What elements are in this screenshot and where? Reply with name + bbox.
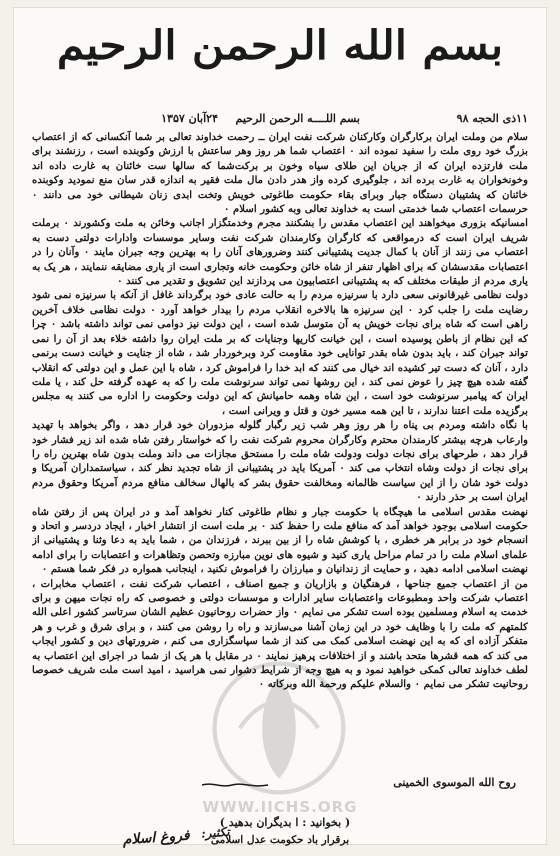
watermark-url: WWW.IICHS.ORG	[202, 798, 358, 816]
body-paragraph: با نگاه داشته ومردم بی پناه را هر روز وهر شب زیر رگبار گلوله مزدوران خود قرار دهد ، واگر بخواهد با تهدید وارعاب هرچه بیشتر کارمندان محترم وکارگران محروم شرکت نفت را که خواستار رفتن شاه شده اند زیر فشار خود قرار دهد ، طرحهای برای نجات دولت ودولت شاه ملت را مستحق مجازات می داند وملت بدون شاه بهترین راه را برای نجات از دولت وشاه انتخاب می کند ۰ آمریکا باید در پشتیبانی از شاه تجدید نظر کند ، سیاستمداران آمریکا و دولت خود شان را از این سیاست ظالمانه ومخالفت حقوق بشر که بالهال سخالف منافع مردم آمریکا وحقوق مردم ایران است بر حذر دارند ۰	[32, 419, 528, 504]
signature-block	[50, 776, 516, 792]
footer-quote	[44, 816, 526, 832]
credit-name: فروغ اسلام	[122, 827, 191, 849]
body-paragraph: سلام من وملت ایران برکارگران وکارکنان شرکت نفت ایران ــ رحمت خداوند تعالی بر شما آنکسانی که از اعتصاب بزرگ خود روی ملت را سفید نموده اند ۰ اعتصاب شما هر روز وهر ساعتش با ارزش وکوبنده است ، رزنشند برای ملت فارتزده ایران که از جریان این طلای سیاه وخون بر برکت‌شما که سالها ست خائنان به غارت داده اند وخونخواران به غارت برده اند ، جلوگیری کرده واز هدر دادن مال ملت فقیر به اندازه قدر سان منع نمودید وکوبنده خائنان که پشتیبان دستگاه جبار وبرای بقاء حکومت طاغوتی خویش وتخت ابدی زنان شیطانی خود می دانند ۰ حرسمات اعتصاب شما خدمتی است به خداوند تعالی وبه کشور اسلام ۰	[32, 131, 528, 216]
credit-label: تکثیر:	[200, 824, 230, 841]
footer-quote-text: ( بخوانید : ا بدیگران بدهید )	[219, 816, 351, 829]
basmala-heading: بسم الله الرحمن الرحیم	[56, 22, 504, 69]
hijri-date: ۱۱ذی الحجه ۹۸	[456, 112, 528, 125]
document-header	[32, 112, 528, 128]
body-paragraph: من از اعتصاب جمیع جناحها ، فرهنگیان و بازاریان و جمیع اصناف ، اعتصاب شرکت نفت ، اعتصاب مخابرات ، اعتصاب شرکت واحد ومطبوعات واعتصابات سایر ادارات و موسسات دولتی و خصوصی که راه نجات میهن و برای خدمت به اسلام ومسلمین بوده است تشکر می نمایم ۰ واز حضرات روحانیون عظیم الشان سرتاسر کشور اعلی الله کلمتهم که ملت را با وظایف خود در این زمان آشنا می‌سازند و راه را روشن می کنند ، و برای شرق و غرب و هر متفکر آزاده ای که به این نهضت اسلامی کمک می کند از شما سپاسگزاری می کنم ، ضرورتهای دین و کشور ایجاب می کند که همه قشرها متحد باشند و از اختلافات پرهیز نمایند ۰ در مقابل با هر یک از شما در اجرای این اعتصاب به لطف خداوند تعالی کمکی خواهید نمود و به هیچ وجه از شرایط دشوار نمی هراسید ، امید است ملت شریف خصوصا روحانیت تشکر می نمایم ۰ والسلام علیکم ورحمة الله وبرکاته ۰	[32, 577, 528, 691]
footer-slogan: برقرار باد حکومت عدل اسلامی	[210, 834, 350, 846]
body-paragraph: دولت نظامی غیرقانونی سعی دارد با سرنیزه مردم را به حالت عادی خود برگرداند غافل از آنکه با سرنیزه نمی شود رضایت ملت را جلب کرد ۰ این سرنیزه ها بالاخره انقلاب مردم را بیدار خواهد آورد ۰ دولت نظامی خلاف آخرین راهی است که شاه برای نجات خویش به آن متوسل شده است ، این دولت نیز دوامی نمی تواند داشته باشد ۰ چرا که این نظام از باطن پوسیده است ، این خیانت کاریها وجنایات که بر ملت ایران روا داشته خلاء بعد از آن را نمی تواند جبران کند ، باید بدون شاه بقدر توانایی خود مقاومت کرد وبرخوردار شد ، شاه از جنایت و خیانت دست برنمی دارد ، آنان که دست تیر کشیده اند خیال می کنند که ابد خدا را فراموش کرد ، شاه با این عمل و این دولتی که انقلاب گفته شده هیچ چیز را عوض نمی کند ، این روشها نمی تواند سرنوشت ملت را که به عهده گرفته حل کند ، یا ملت ایران که پیامبر سرنوشت خود است ، این شاه وهمه حامیانش که این دولت وحکومت را اداره می کنند به مجلس برگزیده ملت اعتنا ندارند ، تا این همه مسیر خون و قتل و ویرانی است ،	[32, 289, 528, 417]
signature-name: روح الله الموسوی الخمینی	[393, 776, 516, 789]
body-paragraph: نهضت مقدس اسلامی ما هیچگاه با حکومت جبار و نظام طاغوتی کنار نخواهد آمد و در ایران پس از رفتن شاه حکومت اسلامی بوجود خواهد آمد که منافع ملت را حفظ کند ۰ بر ملت است از انتشار اخبار ، ایجاد دردسر و اتحاد و انسجام خود در برابر هر خطری ، با کوشش شاه را از بین ببرند ، فرزندان من ، شما باید به دعا وثنا و پشتیبانی از علمای اسلام ملت را در تمام مراحل یاری کنید و شیوه های نوین مبارزه وتحصن وتظاهرات و اعتصابات را برای ادامه نهضت اسلامی ادامه دهید ، و حمایت از زندانیان و مبارزان را فراموش نکنید ، اینجانب همواره در فکر شما هستم ۰	[32, 505, 528, 576]
signature-flourish-icon	[200, 782, 270, 788]
besmellah-line: بسم اللــــه الرحمن الرحیم	[235, 112, 360, 125]
document-page	[14, 8, 546, 844]
shamsi-date: ۲۴آبان ۱۳۵۷	[161, 112, 218, 125]
body-paragraph: امسانیکه بزوری میخواهند این اعتصاب مقدس را بشکنند مجرم وخدمتگزار اجانب وخائن به ملت وکشورند ۰ برملت شریف ایران است که درمواقعی که کارگران وکارمندان شرکت نفت وسایر موسسات وادارات دولتی دست به اعتصاب می زنند از آنان با کمال جدیت پشتیبانی کنند وضرورهای آنان را به بهترین وجه جبران مایند ۰ وآنان را در اعتصابات مقدسشان که برای اظهار تنفر از شاه خائن وحکومت خانه وتجاری است از یاری مضایقه ننمایند ، هر یک به یاری مردم از طبقات مختلف که به پشتیبانی اعتصابیون می پردازند این تشویق و تقدیر می کنند ۰	[32, 217, 528, 288]
